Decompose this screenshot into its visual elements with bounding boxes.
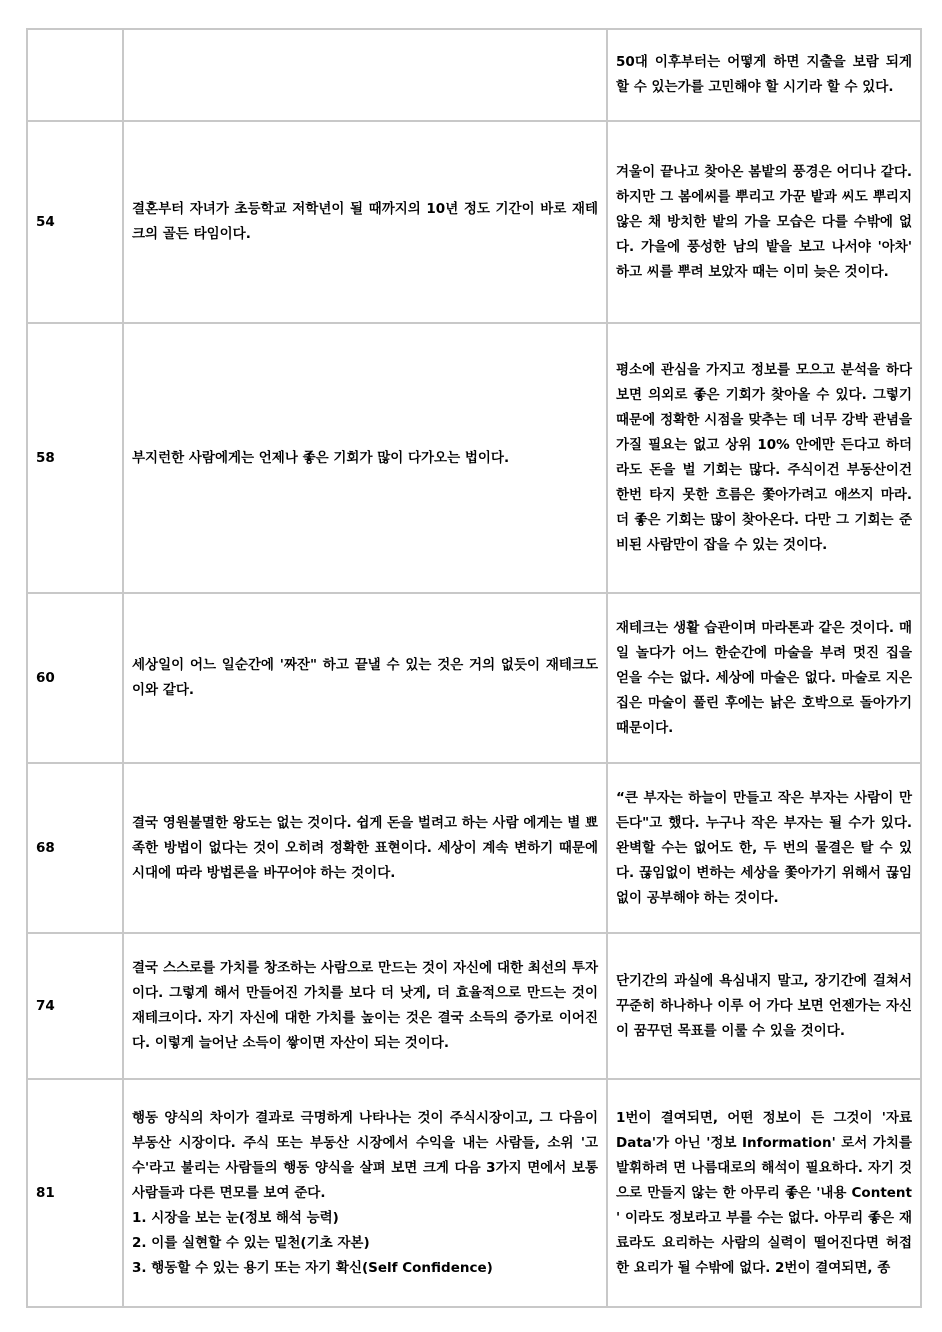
table-row (27, 763, 921, 933)
summary-cell: 결혼부터 자녀가 초등학교 저학년이 될 때까지의 10년 정도 기간이 바로 재테크의 골든 타임이다. (123, 121, 607, 323)
summary-cell: 행동 양식의 차이가 결과로 극명하게 나타나는 것이 주식시장이고, 그 다음이 부동산 시장이다. 주식 또는 부동산 시장에서 수익을 내는 사람들, 소위 '고수'라고 불리는 사람들의 행동 양식을 살펴 보면 크게 다음 3가지 면에서 보통 사람들과 다른 면모를 보여 준다. 1. 시장을 보는 눈(정보 해석 능력) 2. 이를 실현할 수 있는 밑천(기초 자본) 3. 행동할 수 있는 용기 또는 자기 확신(Self Confidence) (123, 1079, 607, 1307)
summary-cell: 부지런한 사람에게는 언제나 좋은 기회가 많이 다가오는 법이다. (123, 323, 607, 593)
summary-cell: 결국 스스로를 가치를 창조하는 사람으로 만드는 것이 자신에 대한 최선의 투자이다. 그렇게 해서 만들어진 가치를 보다 더 낫게, 더 효율적으로 만드는 것이 재테크이다. 자기 자신에 대한 가치를 높이는 것은 결국 소득의 증가로 이어진다. 이렇게 늘어난 소득이 쌓이면 자산이 되는 것이다. (123, 933, 607, 1079)
table-row (27, 1079, 921, 1307)
summary-cell: 세상일이 어느 일순간에 '짜잔" 하고 끝낼 수 있는 것은 거의 없듯이 재테크도 이와 같다. (123, 593, 607, 763)
comment-cell: 평소에 관심을 가지고 정보를 모으고 분석을 하다 보면 의외로 좋은 기회가 찾아올 수 있다. 그렇기 때문에 정확한 시점을 맞추는 데 너무 강박 관념을 가질 필요는 없고 상위 10% 안에만 든다고 하더라도 돈을 벌 기회는 많다. 주식이건 부동산이건 한번 타지 못한 흐름은 쫓아가려고 애쓰지 마라. 더 좋은 기회는 많이 찾아온다. 다만 그 기회는 준비된 사람만이 잡을 수 있는 것이다. (607, 323, 921, 593)
row-number (27, 29, 123, 121)
row-number: 54 (27, 121, 123, 323)
content-table (26, 28, 922, 1308)
row-number: 81 (27, 1079, 123, 1307)
row-number: 74 (27, 933, 123, 1079)
table-row (27, 323, 921, 593)
summary-cell (123, 29, 607, 121)
row-number: 68 (27, 763, 123, 933)
comment-cell: 단기간의 과실에 욕심내지 말고, 장기간에 걸쳐서 꾸준히 하나하나 이루 어 가다 보면 언젠가는 자신이 꿈꾸던 목표를 이룰 수 있을 것이다. (607, 933, 921, 1079)
table-row (27, 593, 921, 763)
summary-cell: 결국 영원불멸한 왕도는 없는 것이다. 쉽게 돈을 벌려고 하는 사람 에게는 별 뾰족한 방법이 없다는 것이 오히려 정확한 표현이다. 세상이 계속 변하기 때문에 시대에 따라 방법론을 바꾸어야 하는 것이다. (123, 763, 607, 933)
comment-cell: “큰 부자는 하늘이 만들고 작은 부자는 사람이 만든다"고 했다. 누구나 작은 부자는 될 수가 있다. 완벽할 수는 없어도 한, 두 번의 물결은 탈 수 있다. 끊임없이 변하는 세상을 쫓아가기 위해서 끊임없이 공부해야 하는 것이다. (607, 763, 921, 933)
table-row (27, 29, 921, 121)
comment-cell: 50대 이후부터는 어떻게 하면 지출을 보람 되게 할 수 있는가를 고민해야 할 시기라 할 수 있다. (607, 29, 921, 121)
table-row (27, 121, 921, 323)
row-number: 58 (27, 323, 123, 593)
comment-cell: 재테크는 생활 습관이며 마라톤과 같은 것이다. 매일 놀다가 어느 한순간에 마술을 부려 멋진 집을 얻을 수는 없다. 세상에 마술은 없다. 마술로 지은 집은 마술이 풀린 후에는 낡은 호박으로 돌아가기 때문이다. (607, 593, 921, 763)
comment-cell: 겨울이 끝나고 찾아온 봄밭의 풍경은 어디나 같다. 하지만 그 봄에씨를 뿌리고 가꾼 밭과 씨도 뿌리지 않은 채 방치한 밭의 가을 모습은 다를 수밖에 없다. 가을에 풍성한 남의 밭을 보고 나서야 '아차' 하고 씨를 뿌려 보았자 때는 이미 늦은 것이다. (607, 121, 921, 323)
row-number: 60 (27, 593, 123, 763)
table-row (27, 933, 921, 1079)
comment-cell: 1번이 결여되면, 어떤 정보이 든 그것이 '자료Data'가 아닌 '정보 Information' 로서 가치를 발휘하려 면 나름대로의 해석이 필요하다. 자기 것으로 만들지 않는 한 아무리 좋은 '내용 Content ' 이라도 정보라고 부를 수는 없다. 아무리 좋은 재료라도 요리하는 사람의 실력이 떨어진다면 허접한 요리가 될 수밖에 없다. 2번이 결여되면, 종 (607, 1079, 921, 1307)
